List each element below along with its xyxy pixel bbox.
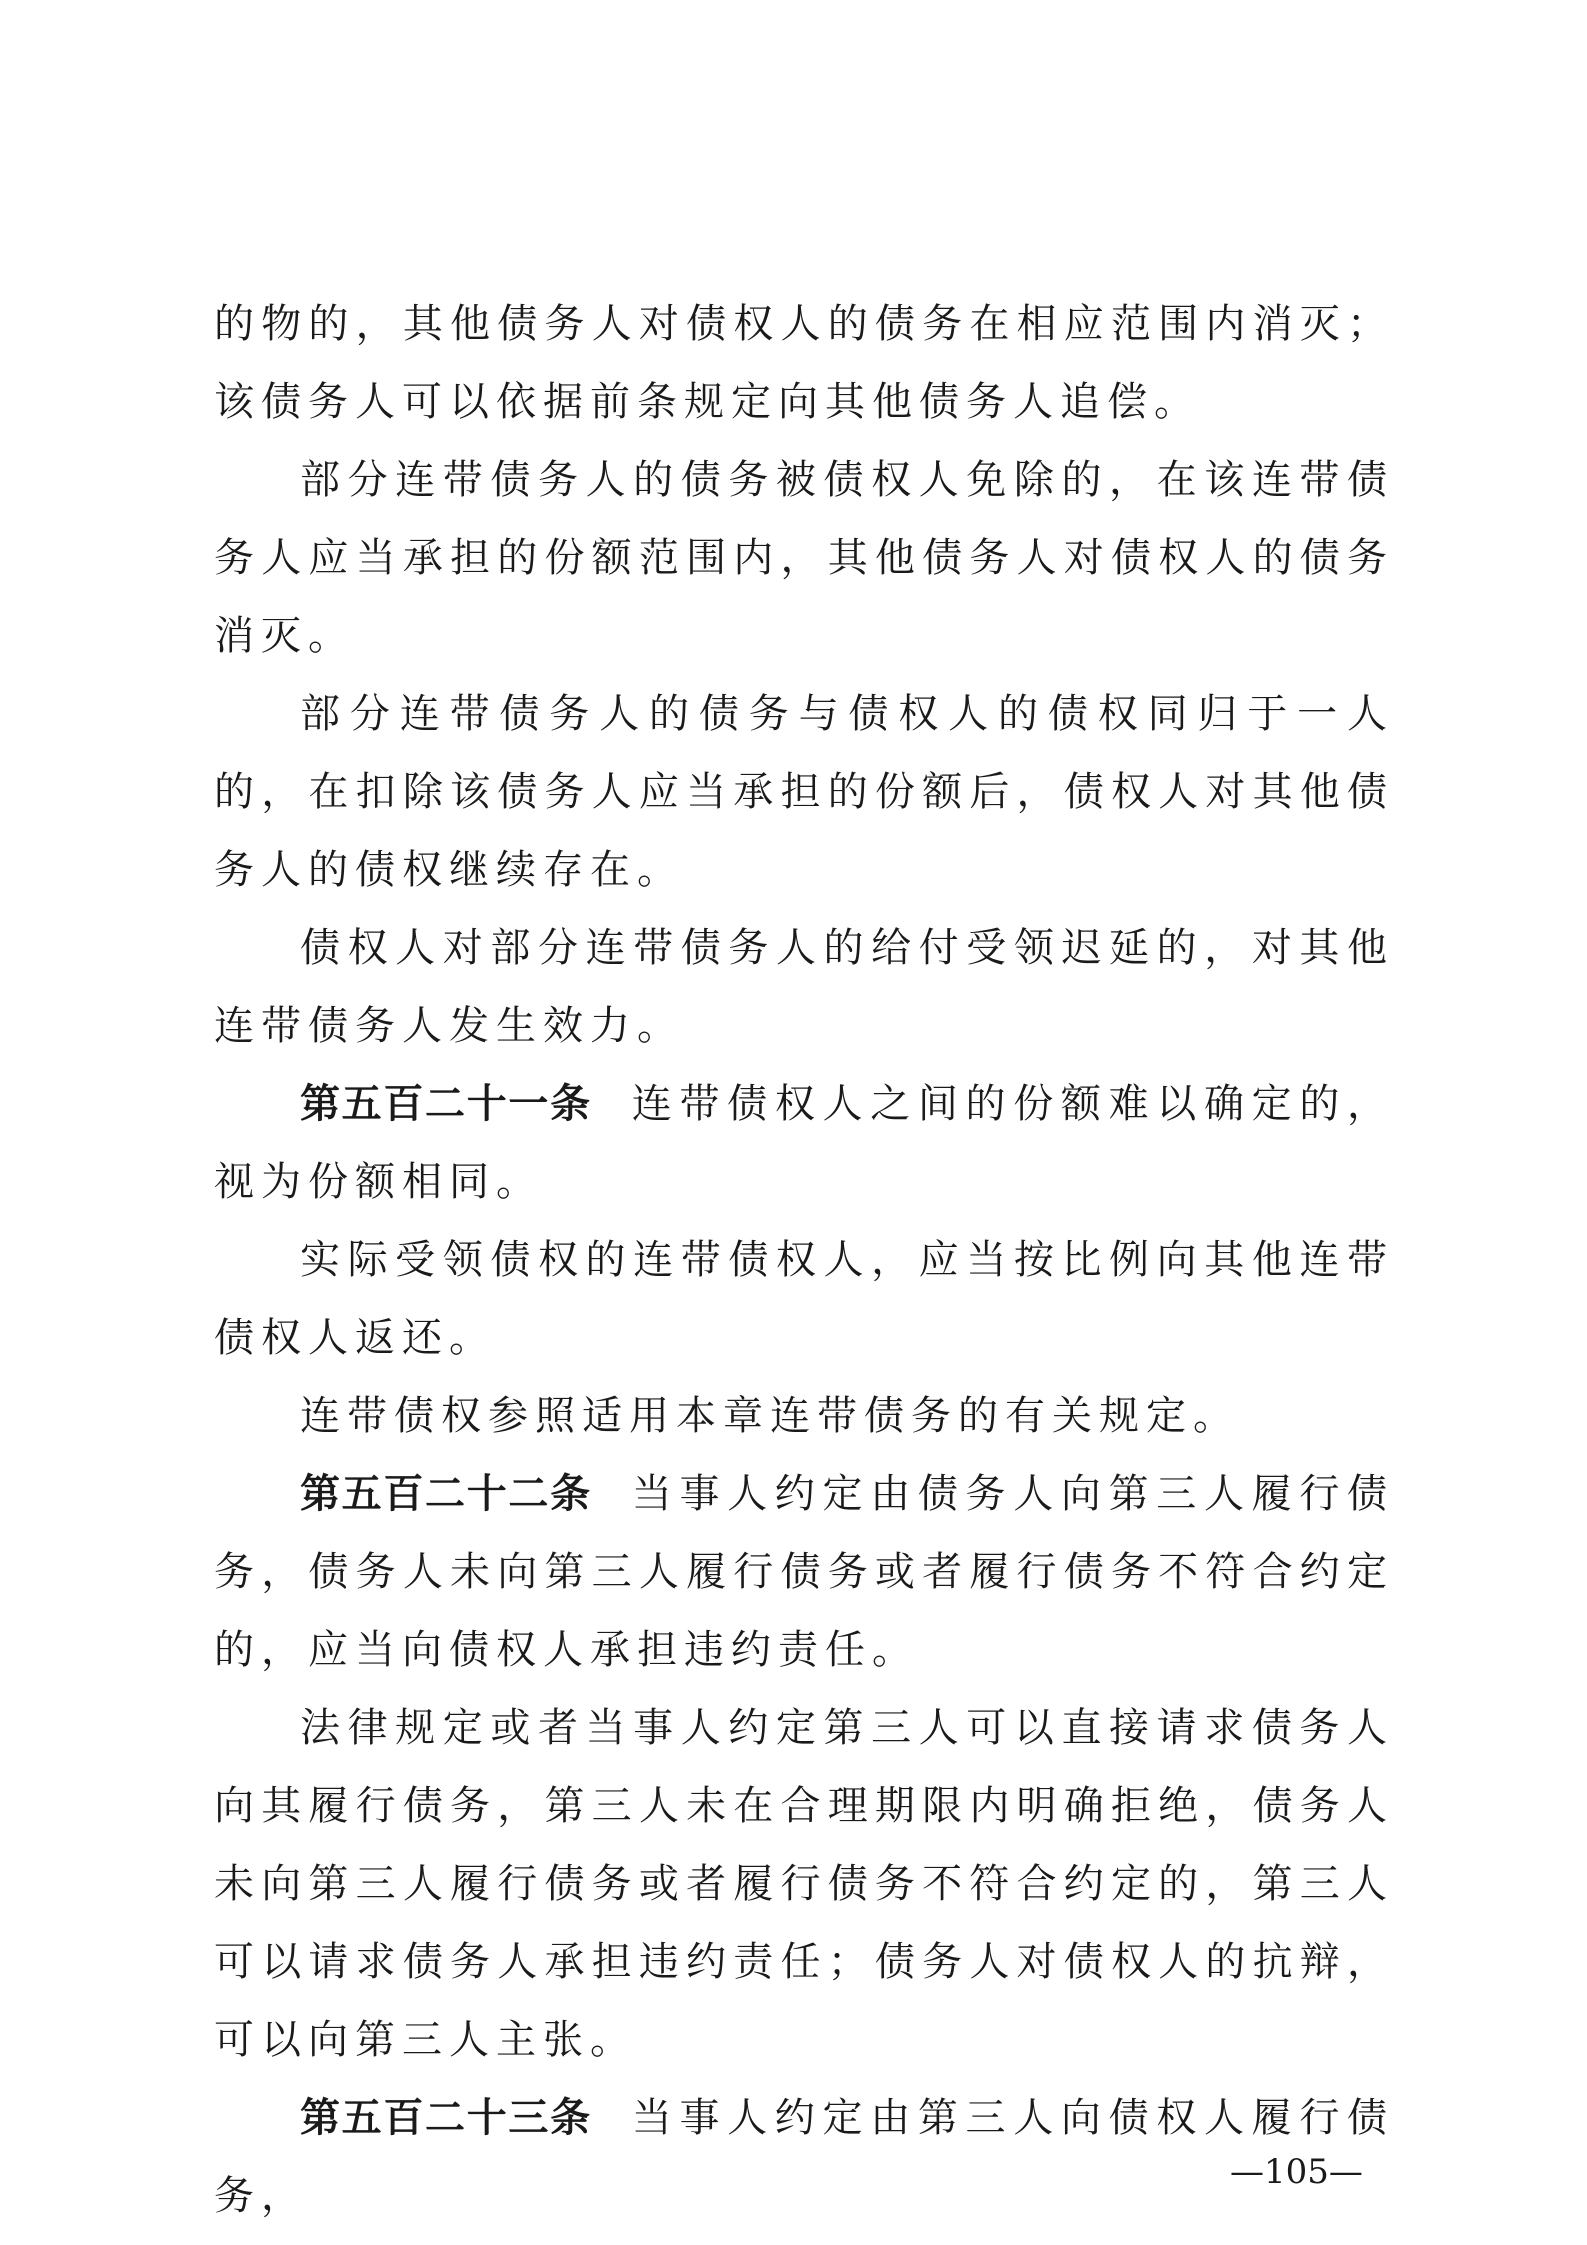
paragraph-6 <box>214 1221 1394 1377</box>
paragraph-text: 实际受领债权的连带债权人，应当按比例向其他连带债权人返还。 <box>214 1237 1394 1361</box>
article-heading: 第五百二十三条 <box>300 2095 592 2141</box>
paragraph-text: 部分连带债务人的债务被债权人免除的，在该连带债务人应当承担的份额范围内，其他债务人对债权人的债务消灭。 <box>214 457 1394 659</box>
paragraph-text: 当事人约定由第三人向债权人履行债务， <box>214 2095 1395 2219</box>
paragraph-4 <box>214 909 1394 1065</box>
paragraph-text: 连带债权参照适用本章连带债务的有关规定。 <box>300 1393 1240 1439</box>
paragraph-2 <box>214 441 1394 675</box>
paragraph-text: 债权人对部分连带债务人的给付受领迟延的，对其他连带债务人发生效力。 <box>214 925 1394 1049</box>
article-heading: 第五百二十二条 <box>300 1471 592 1517</box>
document-body <box>214 285 1394 2235</box>
paragraph-text: 法律规定或者当事人约定第三人可以直接请求债务人向其履行债务，第三人未在合理期限内明确拒绝，债务人未向第三人履行债务或者履行债务不符合约定的，第三人可以请求债务人承担违约责任；债务人对债权人的抗辩，可以向第三人主张。 <box>214 1705 1394 2063</box>
paragraph-7 <box>214 1377 1394 1455</box>
page-number: —105— <box>1230 2152 1363 2192</box>
paragraph-text: 连带债权人之间的份额难以确定的，视为份额相同。 <box>214 1081 1395 1205</box>
paragraph-text: 当事人约定由债务人向第三人履行债务，债务人未向第三人履行债务或者履行债务不符合约定的，应当向债权人承担违约责任。 <box>214 1471 1395 1673</box>
paragraph-9 <box>214 1689 1394 2079</box>
paragraph-1 <box>214 285 1394 441</box>
article-522 <box>214 1455 1394 1689</box>
paragraph-text: 部分连带债务人的债务与债权人的债权同归于一人的，在扣除该债务人应当承担的份额后，债权人对其他债务人的债权继续存在。 <box>214 691 1394 893</box>
article-heading: 第五百二十一条 <box>300 1081 592 1127</box>
article-523 <box>214 2079 1394 2235</box>
article-521 <box>214 1065 1394 1221</box>
paragraph-text: 的物的，其他债务人对债权人的债务在相应范围内消灭；该债务人可以依据前条规定向其他债务人追偿。 <box>214 301 1394 425</box>
paragraph-3 <box>214 675 1394 909</box>
